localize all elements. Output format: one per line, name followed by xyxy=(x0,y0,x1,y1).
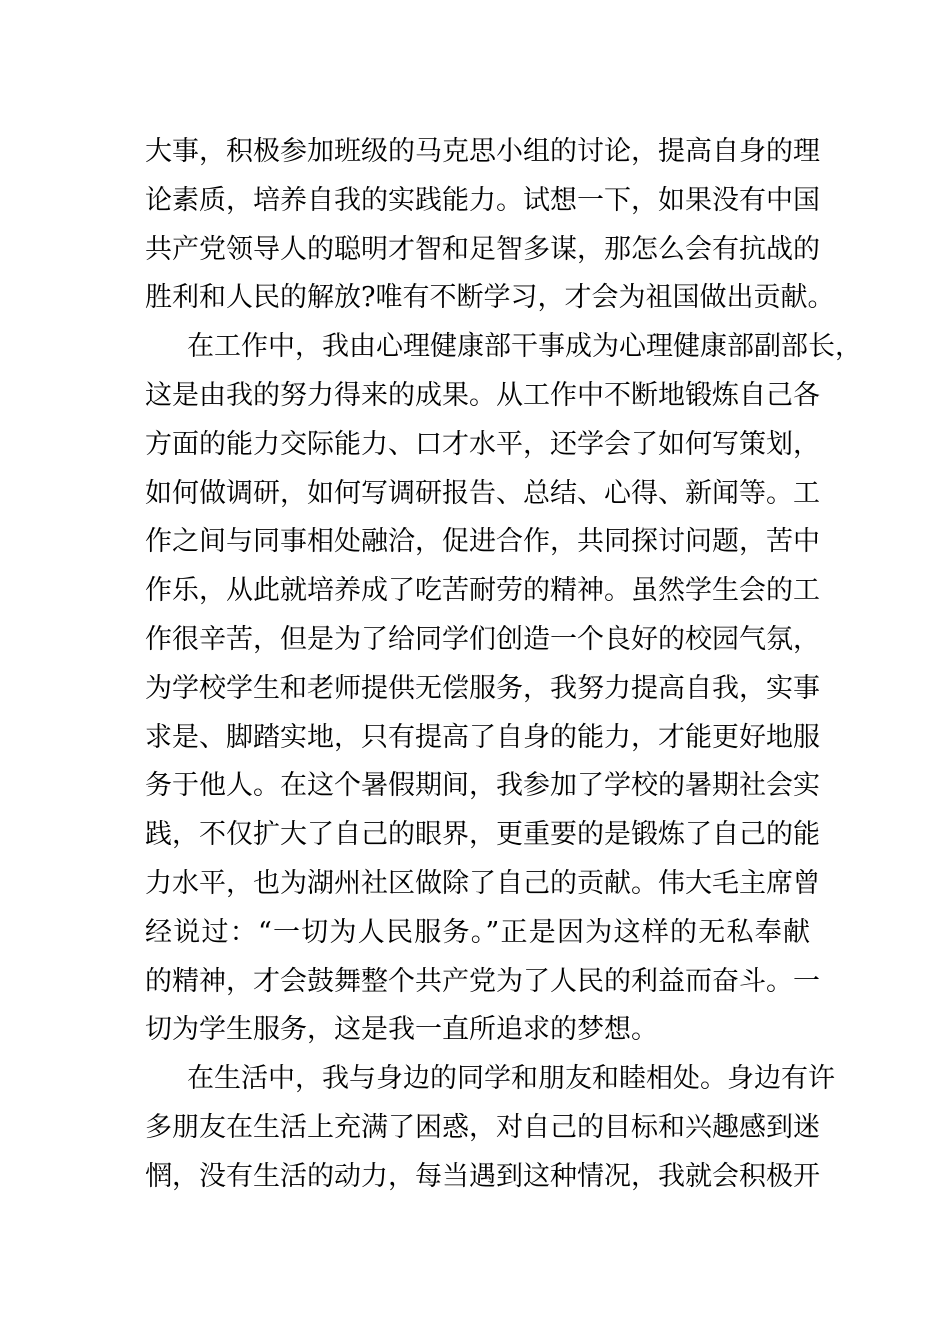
text-line: 切为学生服务，这是我一直所追求的梦想。 xyxy=(145,1014,658,1046)
text-line: 践，不仅扩大了自己的眼界，更重要的是锻炼了自己的能 xyxy=(145,819,820,851)
text-line: 共产党领导人的聪明才智和足智多谋，那怎么会有抗战的 xyxy=(145,233,820,265)
text-line: 胜利和人民的解放?唯有不断学习，才会为祖国做出贡献。 xyxy=(145,282,835,314)
text-line: 多朋友在生活上充满了困惑，对自己的目标和兴趣感到迷 xyxy=(145,1111,820,1143)
text-line: 论素质，培养自我的实践能力。试想一下，如果没有中国 xyxy=(145,184,820,216)
text-line: 这是由我的努力得来的成果。从工作中不断地锻炼自己各 xyxy=(145,379,820,411)
text-line: 为学校学生和老师提供无偿服务，我努力提高自我，实事 xyxy=(145,672,820,704)
text-line: 大事，积极参加班级的马克思小组的讨论，提高自身的理 xyxy=(145,136,820,167)
body-text xyxy=(145,128,862,1202)
text-line: 作很辛苦，但是为了给同学们创造一个良好的校园气氛， xyxy=(145,623,820,655)
text-line: 务于他人。在这个暑假期间，我参加了学校的暑期社会实 xyxy=(145,770,820,802)
text-line: 在工作中，我由心理健康部干事成为心理健康部副部长， xyxy=(187,331,862,363)
text-line: 的精神，才会鼓舞整个共产党为了人民的利益而奋斗。一 xyxy=(145,965,820,997)
text-line: 方面的能力交际能力、口才水平，还学会了如何写策划， xyxy=(145,428,820,460)
text-line: 在生活中，我与身边的同学和朋友和睦相处。身边有许 xyxy=(187,1063,835,1095)
text-line: 求是、脚踏实地，只有提高了自身的能力，才能更好地服 xyxy=(145,721,820,753)
text-line: 力水平，也为湖州社区做除了自己的贡献。伟大毛主席曾 xyxy=(145,867,820,899)
text-line: 如何做调研，如何写调研报告、总结、心得、新闻等。工 xyxy=(145,477,820,509)
text-line: 惘，没有生活的动力，每当遇到这种情况，我就会积极开 xyxy=(145,1160,820,1192)
text-line: 经说过：“一切为人民服务。”正是因为这样的无私奉献 xyxy=(145,916,810,948)
text-line: 作乐，从此就培养成了吃苦耐劳的精神。虽然学生会的工 xyxy=(145,575,820,607)
text-line: 作之间与同事相处融洽，促进合作，共同探讨问题，苦中 xyxy=(145,526,820,558)
